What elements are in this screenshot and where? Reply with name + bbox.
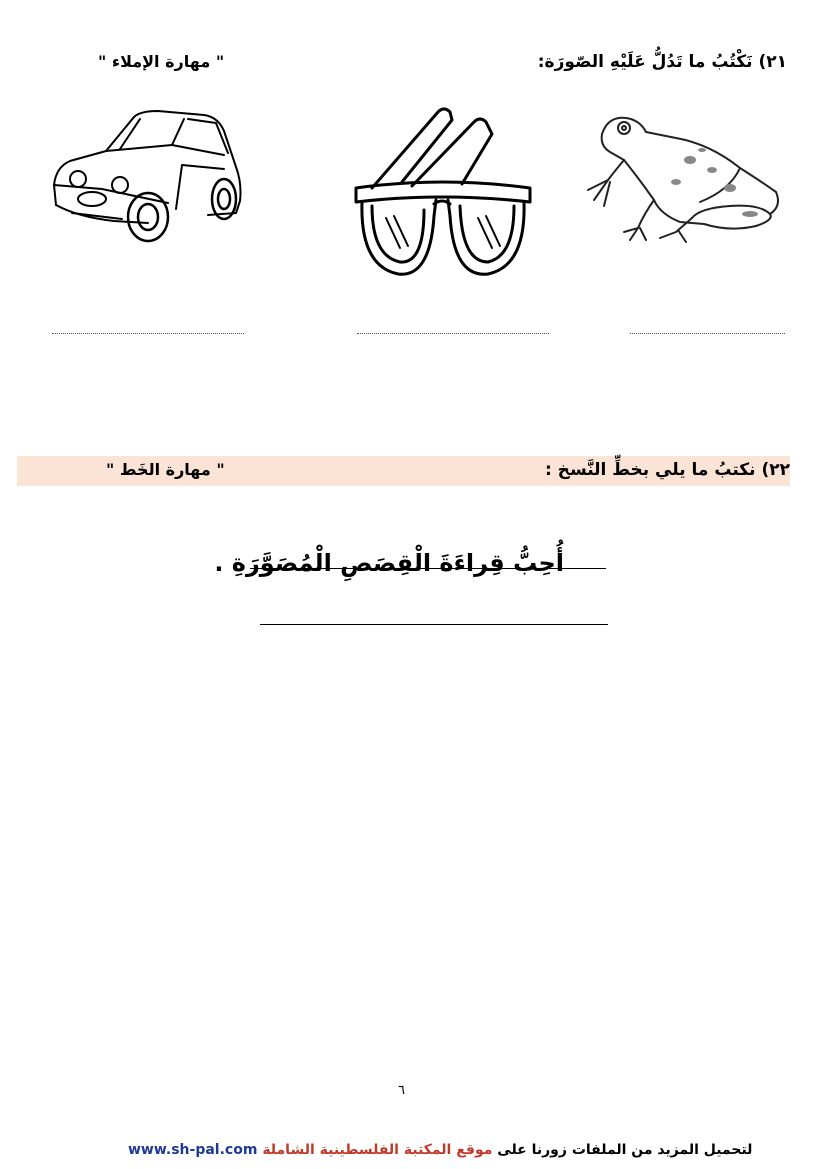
answer-line-glasses[interactable] [357, 333, 549, 334]
question-21-title: ٢١) نَكْتُبُ ما تَدُلُّ عَلَيْهِ الصّورَة: [537, 52, 787, 72]
writing-line[interactable] [260, 624, 608, 625]
car-icon [48, 105, 244, 247]
question-22-skill: " مهارة الخَط " [106, 460, 225, 479]
answer-line-frog[interactable] [630, 333, 785, 334]
sentence-baseline [250, 568, 606, 569]
answer-line-car[interactable] [52, 333, 244, 334]
glasses-icon [352, 106, 535, 281]
footer-site-name[interactable]: موقع المكتبة الفلسطينية الشاملة [262, 1142, 493, 1158]
footer-prefix: لتحميل المزيد من الملفات زورنا على [497, 1142, 753, 1158]
question-22-title: ٢٢) نكتبُ ما يلي بخطِّ النَّسخ : [544, 460, 790, 480]
frog-icon [580, 110, 782, 245]
model-sentence: أُحِبُّ قِراءَةَ الْقِصَصِ الْمُصَوَّرَةِ . [214, 549, 564, 577]
footer-url[interactable]: www.sh-pal.com [128, 1142, 258, 1158]
question-21-skill: " مهارة الإملاء " [98, 52, 225, 71]
footer [128, 1142, 752, 1158]
page-number: ٦ [398, 1083, 405, 1098]
